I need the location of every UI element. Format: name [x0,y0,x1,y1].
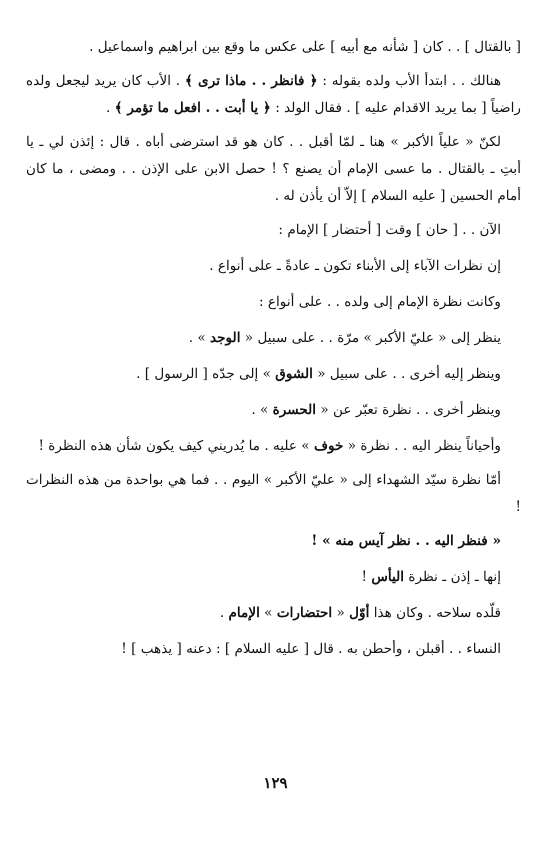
text-run: » . [188,330,210,346]
text-run: وينظر إليه أخرى . . على سبيل « [312,366,501,382]
paragraph [26,528,521,555]
text-run: » . [251,402,273,418]
body-text [26,34,521,663]
paragraph [26,361,521,388]
paragraph [26,68,521,122]
paragraph: أمّا نظرة سيّد الشهداء إلى « عليّ الأكبر » اليوم . . فما هي بواحدة من هذه النظرات ! [26,472,521,515]
paragraph: وكانت نظرة الإمام إلى ولده . . على أنواع : [259,294,501,310]
emphasis: احتضارات [276,605,333,621]
paragraph [26,325,521,352]
paragraph [26,397,521,424]
quran-quote: ﴿ فانظر . . ماذا ترى ﴾ [184,73,318,89]
text-run: قلّده سلاحه . وكان هذا [369,605,501,621]
paragraph [26,433,521,460]
paragraph [26,564,521,591]
text-run: هنالك . . ابتدأ الأب ولده بقوله : [317,73,502,89]
text-run: » عليه . ما يُدريني كيف يكون شأن هذه النظرة ! [38,438,314,454]
page-number: ١٢٩ [263,774,288,792]
emphasis: أوّل [349,605,370,621]
emphasis: اليأس [371,569,405,585]
text-run: ! [361,569,372,585]
text-run: وينظر أخرى . . نظرة تعبّر عن « [316,402,501,418]
emphasis: الحسرة [272,402,317,418]
emphasis: الشوق [275,366,313,382]
text-run: ينظر إلى « عليّ الأكبر » مرّة . . على سبيل « [240,330,501,346]
emphasis: خوف [313,438,344,454]
emphasis: الإمام [228,605,260,621]
text-run: إنها ـ إذن ـ نظرة [404,569,501,585]
paragraph: لكنّ « علياً الأكبر » هنا ـ لمّا أقبل . . كان هو قد استرضى أباه . قال : إئذن لي ـ يا أبتِ ـ بالقتال . ما عسى الإمام أن يصنع ؟ ! حصل الابن على الإذن . . ومضى ، ما كان أمام الحسين [ عليه السلام ] إلاّ أن يأذن له . [26,134,521,204]
quran-quote: ﴿ يا أبت . . افعل ما تؤمر ﴾ [114,100,271,116]
paragraph [26,600,521,627]
text-run: . [105,100,115,116]
text-run: . الأب كان يريد ليجعل ولده راضياً [ بما يريد الاقدام عليه ] . فقال الولد : [26,73,521,116]
text-run: وأحياناً ينظر اليه . . نظرة « [343,438,501,454]
paragraph: النساء . . أقبلن ، وأحطن به . قال [ عليه السلام ] : دعنه [ يذهب ] ! [121,641,501,657]
paragraph: إن نظرات الآباء إلى الأبناء تكون ـ عادةً ـ على أنواع . [209,258,501,274]
emphasis: « فنظر اليه . . نظر آيس منه » ! [311,533,501,549]
paragraph: الآن . . [ حان ] وقت [ أحتضار ] الإمام : [278,222,501,238]
text-run: . [219,605,229,621]
emphasis: الوجد [210,330,241,346]
text-run: « [332,605,350,621]
text-run: » إلى جدّه [ الرسول ] . [136,366,276,382]
text-run: » [259,605,277,621]
paragraph: [ بالقتال ] . . كان [ شأنه مع أبيه ] على عكس ما وقع بين ابراهيم واسماعيل . [89,39,521,55]
